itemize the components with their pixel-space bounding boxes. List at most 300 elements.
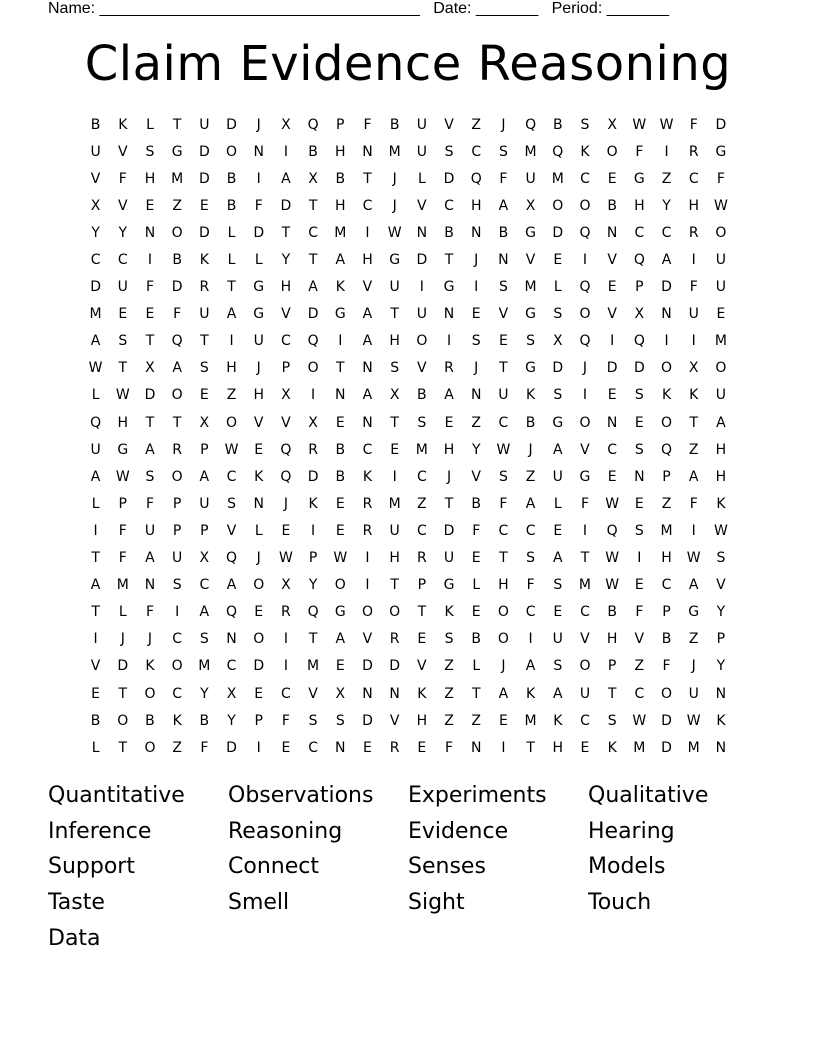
grid-letter: W <box>713 197 728 214</box>
grid-letter: K <box>553 712 563 729</box>
grid-letter: C <box>580 170 590 187</box>
grid-letter: A <box>199 604 210 621</box>
grid-letter: I <box>419 279 424 296</box>
grid-letter: H <box>470 197 482 214</box>
grid-letter: D <box>90 279 101 296</box>
grid-letter: B <box>226 197 237 214</box>
grid-letter: K <box>526 387 536 404</box>
grid-letter: I <box>283 631 288 648</box>
grid-letter: X <box>281 387 291 404</box>
grid-letter: D <box>389 658 401 675</box>
grid-letter: O <box>416 333 428 350</box>
grid-letter: F <box>499 495 508 512</box>
grid-letter: G <box>688 604 700 621</box>
grid-letter: D <box>661 739 672 756</box>
grid-letter: M <box>307 658 320 675</box>
grid-letter: J <box>474 360 479 377</box>
grid-letter: Q <box>661 441 673 458</box>
grid-letter: O <box>144 739 156 756</box>
grid-letter: I <box>582 522 588 539</box>
grid-letter: B <box>335 170 346 187</box>
grid-letter: I <box>691 252 696 269</box>
grid-letter: W <box>605 495 620 512</box>
grid-letter: F <box>145 495 154 512</box>
grid-letter: Z <box>226 387 237 404</box>
grid-letter: F <box>662 658 671 675</box>
grid-letter: E <box>580 739 590 756</box>
grid-letter: X <box>688 360 699 377</box>
grid-letter: O <box>226 414 238 431</box>
grid-letter: L <box>146 116 154 133</box>
grid-letter: S <box>145 143 155 160</box>
grid-letter: A <box>308 279 318 296</box>
grid-letter: V <box>417 658 427 675</box>
grid-letter: E <box>335 495 345 512</box>
grid-letter: B <box>226 170 237 187</box>
grid-letter: T <box>444 252 454 269</box>
grid-letter: E <box>634 577 644 594</box>
grid-letter: V <box>362 279 373 296</box>
grid-letter: G <box>715 143 727 160</box>
grid-letter: P <box>281 360 291 377</box>
page-title: Claim Evidence Reasoning <box>84 36 732 92</box>
grid-letter: S <box>199 631 209 648</box>
grid-letter: V <box>226 522 237 539</box>
grid-letter: W <box>224 441 239 458</box>
grid-letter: A <box>199 468 210 485</box>
grid-letter: U <box>416 306 427 323</box>
grid-letter: J <box>474 252 479 269</box>
grid-letter: C <box>444 197 454 214</box>
grid-letter: E <box>417 631 427 648</box>
grid-letter: J <box>446 468 452 485</box>
grid-letter: L <box>472 577 481 594</box>
grid-letter: H <box>715 468 727 485</box>
grid-letter: X <box>199 414 210 431</box>
grid-letter: G <box>633 170 645 187</box>
grid-letter: R <box>444 360 454 377</box>
grid-letter: C <box>362 441 373 458</box>
grid-letter: S <box>553 306 563 323</box>
grid-letter: N <box>144 577 156 594</box>
grid-letter: D <box>606 360 618 377</box>
grid-letter: S <box>308 712 318 729</box>
grid-letter: V <box>525 252 536 269</box>
grid-letter: M <box>524 279 537 296</box>
grid-letter: E <box>145 197 155 214</box>
grid-letter: A <box>335 631 346 648</box>
grid-letter: Z <box>661 495 672 512</box>
grid-letter: E <box>390 441 400 458</box>
grid-letter: A <box>281 170 291 187</box>
grid-letter: G <box>253 306 265 323</box>
grid-letter: D <box>253 224 265 241</box>
grid-letter: U <box>416 143 427 160</box>
grid-letter: E <box>607 170 617 187</box>
grid-letter: L <box>91 739 100 756</box>
grid-letter: V <box>716 577 726 594</box>
grid-letter: T <box>308 252 318 269</box>
grid-letter: K <box>335 279 345 296</box>
grid-letter: I <box>474 279 479 296</box>
grid-letter: A <box>525 495 536 512</box>
grid-letter: C <box>362 197 373 214</box>
grid-letter: F <box>689 495 698 512</box>
grid-letter: V <box>281 414 291 431</box>
grid-letter: J <box>582 360 588 377</box>
grid-letter: C <box>498 414 509 431</box>
grid-letter: C <box>226 658 237 675</box>
grid-letter: H <box>144 170 156 187</box>
grid-letter: L <box>227 252 236 269</box>
grid-letter: I <box>175 604 180 621</box>
grid-letter: E <box>498 333 508 350</box>
word-list-item: Touch <box>588 890 652 916</box>
grid-letter: U <box>443 550 455 567</box>
grid-letter: G <box>579 468 591 485</box>
grid-letter: Q <box>606 522 618 539</box>
grid-letter: E <box>634 414 644 431</box>
grid-letter: S <box>172 577 182 594</box>
grid-letter: C <box>525 522 536 539</box>
grid-letter: L <box>118 604 127 621</box>
grid-letter: D <box>633 360 645 377</box>
grid-letter: H <box>253 387 264 404</box>
grid-letter: A <box>661 252 672 269</box>
grid-letter: N <box>470 387 482 404</box>
grid-letter: C <box>525 604 536 621</box>
grid-letter: A <box>552 441 563 458</box>
grid-letter: E <box>145 306 155 323</box>
grid-letter: S <box>553 658 563 675</box>
grid-letter: E <box>335 522 345 539</box>
grid-letter: T <box>471 685 481 702</box>
grid-letter: T <box>281 224 291 241</box>
grid-letter: D <box>443 170 455 187</box>
grid-letter: Z <box>444 685 454 702</box>
grid-letter: O <box>715 360 727 377</box>
grid-letter: F <box>118 522 127 539</box>
grid-letter: S <box>335 712 345 729</box>
grid-letter: U <box>688 306 699 323</box>
grid-letter: W <box>278 550 293 567</box>
grid-letter: S <box>634 522 644 539</box>
grid-letter: B <box>335 441 346 458</box>
grid-letter: K <box>145 658 155 675</box>
grid-letter: V <box>90 658 101 675</box>
grid-letter: Q <box>633 252 645 269</box>
grid-letter: F <box>363 116 372 133</box>
grid-letter: T <box>308 197 318 214</box>
grid-letter: N <box>362 414 373 431</box>
word-list-item: Sight <box>408 890 465 916</box>
grid-letter: U <box>498 387 509 404</box>
grid-letter: P <box>662 604 671 621</box>
grid-letter: K <box>689 387 699 404</box>
grid-letter: F <box>281 712 290 729</box>
grid-letter: S <box>498 468 508 485</box>
grid-letter: K <box>254 468 264 485</box>
grid-letter: I <box>93 522 98 539</box>
grid-letter: A <box>688 468 699 485</box>
grid-letter: A <box>90 577 101 594</box>
grid-letter: F <box>445 739 454 756</box>
grid-letter: Y <box>308 577 318 594</box>
grid-letter: D <box>661 712 672 729</box>
grid-letter: T <box>308 631 318 648</box>
grid-letter: K <box>661 387 672 404</box>
grid-letter: K <box>716 495 726 512</box>
grid-letter: N <box>715 685 727 702</box>
grid-letter: I <box>93 631 98 648</box>
grid-letter: I <box>501 739 506 756</box>
grid-letter: I <box>637 550 642 567</box>
word-list-item: Connect <box>228 854 319 880</box>
grid-letter: T <box>417 604 427 621</box>
grid-letter: E <box>199 387 209 404</box>
grid-letter: F <box>118 550 127 567</box>
grid-letter: K <box>526 685 536 702</box>
grid-letter: V <box>634 631 645 648</box>
word-list-item: Taste <box>48 890 105 916</box>
grid-letter: E <box>254 685 264 702</box>
grid-letter: D <box>198 143 210 160</box>
grid-letter: M <box>551 170 564 187</box>
grid-letter: C <box>416 468 427 485</box>
grid-letter: M <box>524 712 537 729</box>
grid-letter: H <box>606 631 618 648</box>
grid-letter: Z <box>471 414 482 431</box>
grid-letter: P <box>336 116 345 133</box>
grid-letter: L <box>553 495 562 512</box>
word-list-item: Senses <box>408 854 486 880</box>
grid-letter: B <box>308 143 318 160</box>
word-list-item: Evidence <box>408 818 509 844</box>
grid-letter: F <box>145 279 154 296</box>
grid-letter: U <box>688 685 699 702</box>
grid-letter: X <box>607 116 617 133</box>
grid-letter: W <box>605 577 620 594</box>
grid-letter: E <box>281 522 291 539</box>
grid-letter: T <box>145 414 155 431</box>
grid-letter: J <box>501 658 506 675</box>
grid-letter: F <box>526 577 535 594</box>
grid-letter: A <box>552 550 563 567</box>
grid-letter: U <box>199 116 210 133</box>
grid-letter: Z <box>688 631 699 648</box>
grid-letter: Q <box>280 468 292 485</box>
grid-letter: R <box>172 441 183 458</box>
grid-letter: J <box>392 170 397 187</box>
grid-letter: M <box>388 495 401 512</box>
grid-letter: N <box>443 306 455 323</box>
grid-letter: L <box>254 522 263 539</box>
grid-letter: T <box>444 495 454 512</box>
grid-letter: I <box>229 333 234 350</box>
grid-letter: S <box>390 360 400 377</box>
grid-letter: V <box>417 360 427 377</box>
grid-letter: J <box>283 495 288 512</box>
grid-letter: X <box>281 577 291 594</box>
grid-letter: H <box>389 550 400 567</box>
grid-letter: B <box>444 224 454 241</box>
grid-letter: V <box>498 306 509 323</box>
grid-letter: G <box>443 279 455 296</box>
grid-letter: K <box>118 116 128 133</box>
grid-letter: M <box>524 143 537 160</box>
grid-letter: U <box>416 116 427 133</box>
grid-letter: R <box>308 441 318 458</box>
grid-letter: X <box>308 414 318 431</box>
grid-letter: V <box>580 441 590 458</box>
grid-letter: W <box>88 360 103 377</box>
grid-letter: M <box>578 577 592 594</box>
grid-letter: C <box>281 685 291 702</box>
grid-letter: E <box>607 468 617 485</box>
grid-letter: I <box>528 631 533 648</box>
grid-letter: L <box>91 387 100 404</box>
grid-letter: O <box>579 658 591 675</box>
grid-letter: X <box>90 197 101 214</box>
grid-letter: N <box>362 143 373 160</box>
grid-letter: U <box>117 279 128 296</box>
grid-letter: H <box>335 143 346 160</box>
grid-letter: V <box>90 170 101 187</box>
grid-letter: J <box>256 116 261 133</box>
grid-letter: F <box>635 604 644 621</box>
grid-letter: X <box>634 306 645 323</box>
grid-letter: C <box>117 252 128 269</box>
grid-letter: E <box>199 197 209 214</box>
grid-letter: S <box>471 333 481 350</box>
grid-letter: O <box>497 604 509 621</box>
grid-letter: A <box>552 685 563 702</box>
grid-letter: A <box>362 333 373 350</box>
grid-letter: Q <box>307 604 319 621</box>
grid-letter: T <box>390 577 399 594</box>
grid-letter: U <box>199 495 210 512</box>
grid-letter: E <box>281 739 291 756</box>
grid-letter: T <box>526 739 535 756</box>
grid-letter: E <box>417 739 427 756</box>
grid-letter: T <box>172 116 182 133</box>
grid-letter: I <box>582 387 588 404</box>
grid-letter: C <box>688 170 699 187</box>
grid-letter: G <box>334 604 346 621</box>
grid-letter: V <box>253 414 264 431</box>
grid-letter: U <box>552 631 563 648</box>
grid-letter: U <box>579 685 591 702</box>
grid-letter: O <box>715 224 727 241</box>
grid-letter: I <box>392 468 397 485</box>
grid-letter: I <box>365 550 370 567</box>
grid-letter: U <box>90 441 101 458</box>
grid-letter: G <box>171 143 183 160</box>
grid-letter: W <box>115 468 130 485</box>
grid-letter: P <box>607 658 617 675</box>
grid-letter: C <box>90 252 101 269</box>
grid-letter: L <box>417 170 426 187</box>
grid-letter: E <box>553 252 563 269</box>
grid-letter: Q <box>525 116 537 133</box>
grid-letter: Z <box>417 495 427 512</box>
grid-letter: Z <box>444 658 454 675</box>
grid-letter: Z <box>471 712 482 729</box>
grid-letter: M <box>198 658 211 675</box>
grid-letter: Z <box>688 441 699 458</box>
grid-letter: V <box>281 306 291 323</box>
word-list-item: Smell <box>228 890 290 916</box>
grid-letter: F <box>689 279 698 296</box>
grid-letter: V <box>444 116 454 133</box>
grid-letter: C <box>661 224 672 241</box>
grid-letter: X <box>335 685 346 702</box>
word-list-item: Observations <box>228 783 374 809</box>
grid-letter: S <box>526 333 536 350</box>
grid-letter: N <box>226 631 237 648</box>
grid-letter: V <box>580 631 590 648</box>
grid-letter: U <box>552 468 563 485</box>
grid-letter: W <box>659 116 674 133</box>
grid-letter: I <box>283 143 288 160</box>
grid-letter: T <box>499 360 508 377</box>
grid-letter: N <box>715 739 727 756</box>
grid-letter: V <box>117 197 128 214</box>
grid-letter: E <box>471 306 481 323</box>
grid-letter: E <box>335 414 345 431</box>
grid-letter: F <box>472 522 481 539</box>
grid-letter: D <box>198 224 210 241</box>
grid-letter: M <box>334 224 347 241</box>
grid-letter: C <box>199 577 210 594</box>
grid-letter: D <box>552 224 564 241</box>
grid-letter: Q <box>226 550 238 567</box>
word-list-item: Models <box>588 854 666 880</box>
grid-letter: D <box>661 279 672 296</box>
grid-letter: A <box>226 577 237 594</box>
grid-letter: X <box>525 197 536 214</box>
grid-letter: M <box>171 170 184 187</box>
grid-letter: H <box>715 441 727 458</box>
grid-letter: E <box>471 604 481 621</box>
grid-letter: K <box>199 252 209 269</box>
grid-letter: Y <box>91 224 100 241</box>
grid-letter: A <box>444 387 454 404</box>
grid-letter: O <box>226 143 238 160</box>
grid-letter: N <box>335 387 346 404</box>
grid-letter: J <box>501 116 506 133</box>
grid-letter: F <box>200 739 209 756</box>
grid-letter: S <box>553 577 563 594</box>
grid-letter: I <box>338 333 343 350</box>
grid-letter: V <box>471 468 481 485</box>
grid-letter: Q <box>579 224 591 241</box>
grid-letter: C <box>580 604 590 621</box>
grid-letter: V <box>362 631 373 648</box>
grid-letter: Z <box>634 658 645 675</box>
grid-letter: A <box>498 685 509 702</box>
grid-letter: G <box>253 279 265 296</box>
grid-letter: E <box>254 441 264 458</box>
grid-letter: X <box>199 550 210 567</box>
grid-letter: O <box>171 468 183 485</box>
grid-letter: T <box>118 360 128 377</box>
grid-letter: H <box>362 252 373 269</box>
grid-letter: A <box>90 468 101 485</box>
grid-letter: S <box>634 387 644 404</box>
grid-letter: V <box>607 306 617 323</box>
grid-letter: E <box>118 306 128 323</box>
